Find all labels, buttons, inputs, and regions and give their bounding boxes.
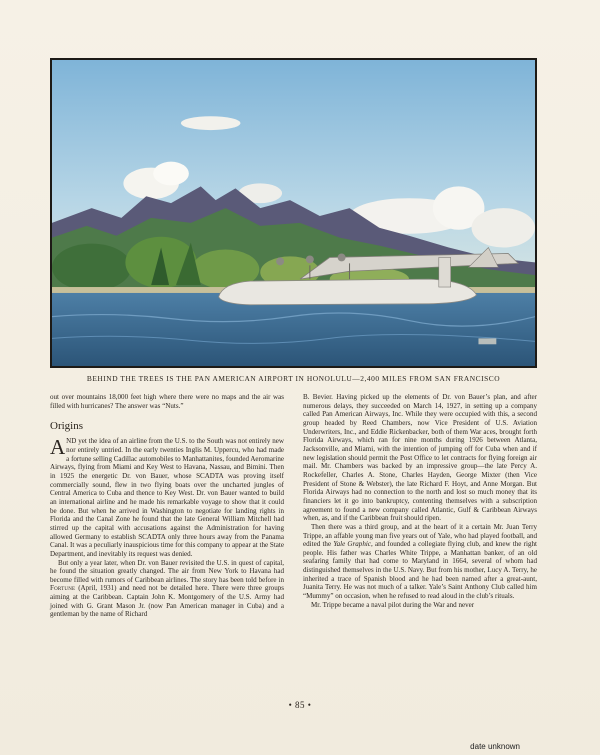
paragraph-text: But only a year later, when Dr. von Bauer revisited the U.S. in quest of capital, he found the situation greatly changed. The air from New York to Havana had become filled with rumors of Caribbean airlines. The story has been told before in (50, 558, 284, 584)
article-column-right (303, 393, 537, 609)
paragraph-text: (April, 1931) and need not be detailed here. There were three groups aiming at the Caribbean. Captain John K. Montgomery of the U.S. Army had joined with G. Grant Mason Jr. (now Pan American manager in Cuba) and a gentleman by the name of Richard (50, 584, 284, 619)
seaplane-harbor-illustration (50, 58, 537, 368)
paragraph: B. Bevier. Having picked up the elements of Dr. von Bauer’s plan, and after numerous delays, they succeeded on March 14, 1927, in setting up a company called Pan American Airways, Inc. While they were occupied with this, a second group headed by Reed Chambers, now Vice President of U.S. Aviation Underwriters, Inc., and Eddie Rickenbacker, both of them War aces, brought forth Florida Airways, which ran for nine months during 1926 between Atlanta, Jacksonville, and Miami, with the intention of jumping off for Cuba when and if new legislation should permit the Post Office to let contracts for flying foreign air mail. Mr. Chambers was backed by an impressive group—the late Percy A. Rockefeller, Charles A. Stone, Charles Hayden, George Mixter (then Vice President of Stone & Webster), the late Richard F. Hoyt, and Anne Morgan. But Florida Airways had no connection to the north and lost so much money that its financiers let it go into bankruptcy, contenting themselves with a subscription agreement to found a new company called Atlantic, Gulf & Caribbean Airways when, as, and if the Caribbean fruit should ripen. (303, 393, 537, 523)
date-note: date unknown (470, 742, 520, 751)
paragraph-text: , and founded a collegiate flying club, and knew the right people. His father was Charles White Trippe, a Manhattan banker, of an old seafaring family that had come to Maryland in 1664, several of whom had distinguished themselves in the U.S. Navy. But from his mother, Lucy A. Terry, he inherited a trace of Spanish blood and he had been named after a great-aunt, Juanita Terry. He was not much of a talker. Yale’s Saint Anthony Club called him “Mummy” on occasion, when he refused to read aloud in the club’s rituals. (303, 540, 537, 601)
paragraph-text: Then there was a third group, and at the heart of it a certain Mr. Juan Terry Trippe, an affable young man five years out of Yale, who had played football, and edited the (303, 522, 537, 549)
illustration-artwork (52, 60, 535, 366)
illustration-caption: BEHIND THE TREES IS THE PAN AMERICAN AIRPORT IN HONOLULU—2,400 MILES FROM SAN FRANCISCO (86, 374, 501, 383)
paragraph-text: ND yet the idea of an airline from the U.S. to the South was not entirely new nor entirely untried. In the early twenties Inglis M. Uppercu, who had made a fortune selling Cadillac automobiles to Manhattanites, founded Aeromarine Airways, flying from Miami and Key West to Havana, Nassau, and Bimini. Then in 1925 the energetic Dr. von Bauer, whose SCADTA was proving itself commercially sound, flew in two flying boats over the uncharted jungles of Central America to Cuba and thence to Key West. Dr. von Bauer wanted to build an international airline and he made his remarkable voyage to show that it could be done. But when he arrived in Washington to negotiate for landing rights in Florida and the Canal Zone he found that the late General William Mitchell had stirred up the capital with accusations against the Administration for having allowed Germany to establish SCADTA only three hours away from the Panama Canal. It was a peculiarly inauspicious time for this company to appear at the State Department, and inevitably its request was denied. (50, 437, 284, 558)
intro-paragraph: out over mountains 18,000 feet high where there were no maps and the air was filled with hurricanes? The answer was “Nuts.” (50, 393, 284, 410)
drop-cap: A (50, 435, 66, 460)
fortune-mention: Fortune (50, 584, 76, 593)
paragraph (50, 559, 284, 620)
paragraph: Mr. Trippe became a naval pilot during the War and never (311, 600, 475, 609)
paragraph (303, 523, 537, 601)
yale-graphic-title: Yale Graphic (333, 540, 371, 549)
page-number: • 85 • (288, 700, 312, 710)
paragraph (50, 437, 284, 558)
section-heading: Origins (50, 420, 83, 433)
article-column-left (50, 393, 284, 619)
